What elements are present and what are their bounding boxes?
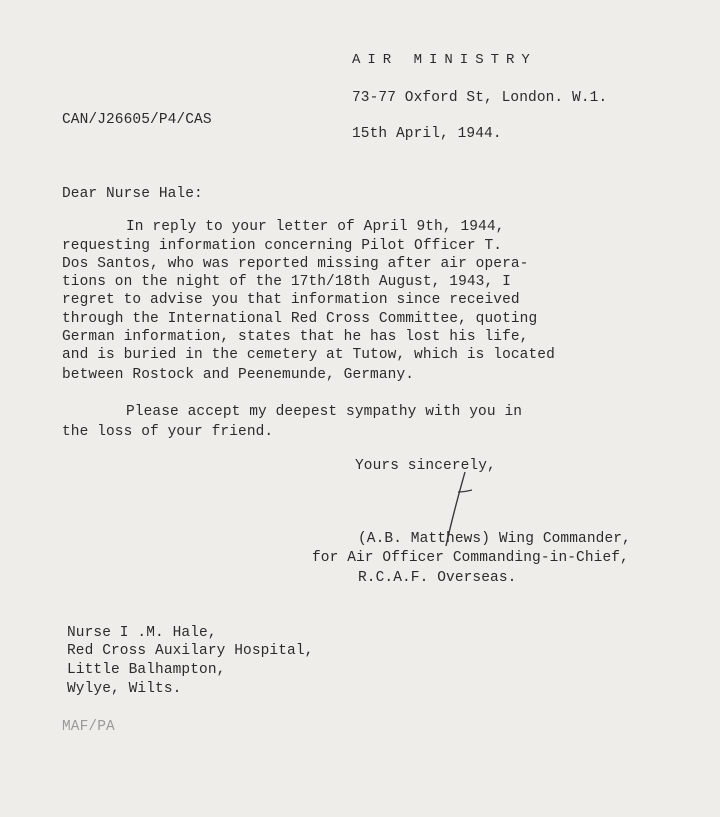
paragraph-line: German information, states that he has lost his life, [62, 329, 529, 345]
recipient-line: Red Cross Auxilary Hospital, [67, 643, 314, 659]
paragraph-line: and is buried in the cemetery at Tutow, which is located [62, 347, 555, 363]
paragraph-line: tions on the night of the 17th/18th August, 1943, I [62, 274, 511, 290]
letter-date: 15th April, 1944. [352, 126, 502, 142]
letterhead-title: AIR MINISTRY [352, 52, 537, 68]
paragraph-line: Dos Santos, who was reported missing after air opera- [62, 256, 529, 272]
recipient-line: Wylye, Wilts. [67, 681, 182, 697]
signatory-line: R.C.A.F. Overseas. [358, 570, 517, 586]
signatory-line: (A.B. Matthews) Wing Commander, [358, 531, 631, 547]
paragraph-line: regret to advise you that information since received [62, 292, 520, 308]
salutation: Dear Nurse Hale: [62, 186, 203, 202]
paragraph-line: requesting information concerning Pilot Officer T. [62, 238, 503, 254]
reference-number: CAN/J26605/P4/CAS [62, 112, 212, 128]
paragraph-line: through the International Red Cross Committee, quoting [62, 311, 538, 327]
paragraph-line: In reply to your letter of April 9th, 1944, [126, 219, 505, 235]
signatory-line: for Air Officer Commanding-in-Chief, [312, 550, 629, 566]
paragraph-line: between Rostock and Peenemunde, Germany. [62, 367, 415, 383]
typist-initials: MAF/PA [62, 719, 115, 735]
closing: Yours sincerely, [355, 458, 496, 474]
paragraph-line: the loss of your friend. [62, 424, 274, 440]
recipient-line: Little Balhampton, [67, 662, 226, 678]
paragraph-line: Please accept my deepest sympathy with you in [126, 404, 523, 420]
recipient-line: Nurse I .M. Hale, [67, 625, 217, 641]
letterhead-address: 73-77 Oxford St, London. W.1. [352, 90, 608, 106]
